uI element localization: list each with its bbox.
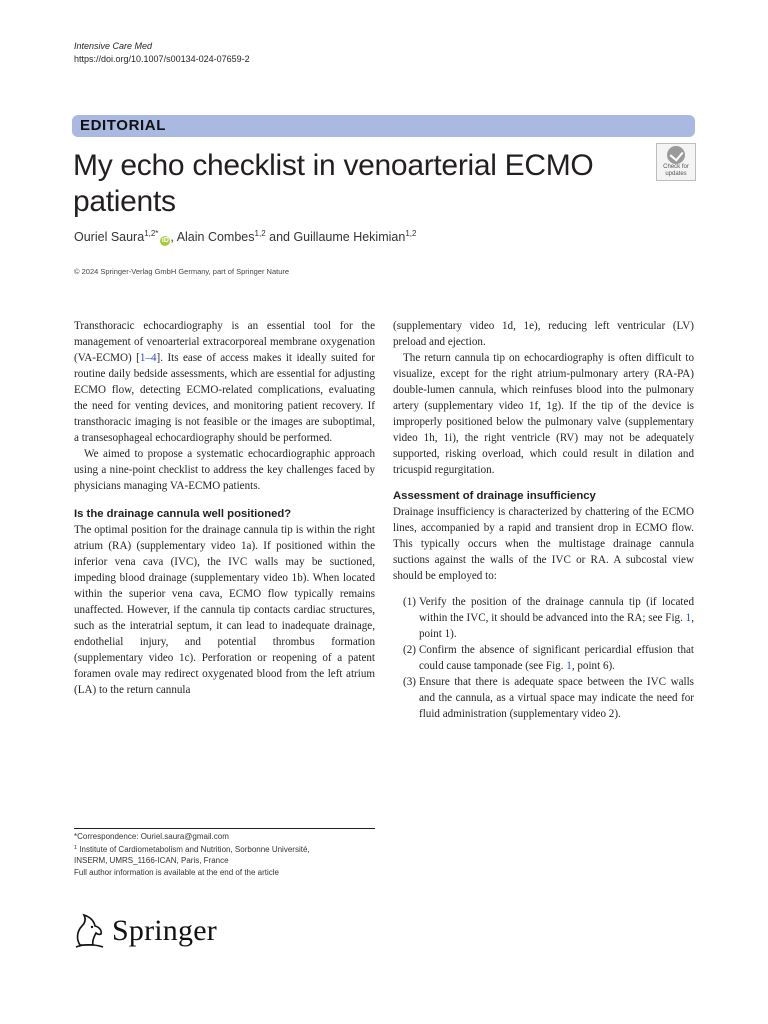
list-number: (1) — [403, 596, 416, 608]
left-column — [74, 318, 375, 698]
affiliation-text: Institute of Cardiometabolism and Nutrition, Sorbonne Université, — [77, 844, 310, 854]
journal-header — [74, 40, 250, 66]
author-name[interactable]: Guillaume Hekimian — [293, 230, 406, 244]
list-text: Ensure that there is adequate space between the IVC walls and the cannula, as a virtual space may indicate the need for fluid administration (supplementary video 2). — [419, 676, 694, 720]
journal-name: Intensive Care Med — [74, 41, 153, 51]
doi-link[interactable]: https://doi.org/10.1007/s00134-024-07659-2 — [74, 54, 250, 64]
list-text: , point 6). — [571, 660, 615, 672]
check-icon — [667, 146, 685, 164]
copyright-notice: © 2024 Springer-Verlag GmbH Germany, part of Springer Nature — [74, 267, 290, 276]
list-number: (3) — [403, 676, 416, 688]
section-banner — [72, 115, 695, 137]
right-column — [393, 318, 694, 722]
author-affiliation: 1,2 — [254, 229, 266, 238]
affiliation-line: INSERM, UMRS_1166-ICAN, Paris, France — [74, 856, 229, 865]
paragraph: (supplementary video 1d, 1e), reducing left ventricular (LV) preload and ejection. — [393, 320, 694, 348]
list-text: Confirm the absence of significant pericardial effusion that could cause tamponade (see Fig. — [419, 644, 694, 672]
check-for-updates-badge[interactable] — [656, 143, 696, 181]
paragraph: The optimal position for the drainage cannula tip is within the right atrium (RA) (supplementary video 1a). If positioned within the inferior vena cava (IVC), the IVC walls may be suctioned, impeding blood drainage (supplementary video 1b). When located within the superior vena cava, ECMO flow typically remains unaffected. However, if the cannula tip contacts cardiac structures, such as the interatrial septum, it can lead to inadequate drainage, endothelial injury, and potential thrombus formation (supplementary video 1c). Perforation or reopening of a patent foramen ovale may redirect oxygenated blood from the left atrium (LA) to the return cannula — [74, 524, 375, 696]
paragraph: The return cannula tip on echocardiography is often difficult to visualize, except for the right atrium-pulmonary artery (RA-PA) double-lumen cannula, which reinfuses blood into the pulmonary artery (supplementary video 1f, 1g). If the tip of the device is improperly positioned below the pulmonary valve (supplementary video 1h, 1i), the right ventricle (RV) may not be adequately supported, risking overload, which could result in dilation and tricuspid regurgitation. — [393, 352, 694, 476]
author-affiliation: 1,2 — [405, 229, 417, 238]
author-info-note: Full author information is available at the end of the article — [74, 867, 280, 877]
article-title: My echo checklist in venoarterial ECMO patients — [73, 149, 594, 218]
list-item — [393, 594, 694, 642]
badge-line-1: Check for — [663, 164, 689, 170]
author-name[interactable]: Ouriel Saura — [74, 230, 145, 244]
section-heading: Is the drainage cannula well positioned? — [74, 508, 292, 520]
affiliation-number: 1 — [74, 844, 78, 851]
section-heading: Assessment of drainage insufficiency — [393, 490, 596, 502]
paragraph-text: ]. Its ease of access makes it ideally suited for routine daily bedside assessments, which are essential for adjusting ECMO flow, detecting ECMO-related complications, evaluating the need for venting devices, and monitoring patient recovery. If transthoracic imaging is not feasible or the images are suboptimal, a transesophageal echocardiography should be performed. — [74, 352, 376, 444]
list-item — [393, 642, 694, 674]
footnote-divider — [74, 828, 375, 829]
orcid-icon[interactable]: iD — [161, 237, 169, 244]
footnotes — [74, 831, 310, 878]
paragraph-text: Transthoracic echocardiography is an essential tool for the management of venoarterial extracorporeal membrane oxygenation (VA-ECMO) [ — [74, 320, 375, 364]
list-text: Verify the position of the drainage cannula tip (if located within the IVC, it should be advanced into the RA; see Fig. — [419, 596, 694, 624]
paragraph — [74, 318, 375, 446]
author-name[interactable]: Alain Combes — [176, 230, 255, 244]
paragraph: We aimed to propose a systematic echocardiographic approach using a nine-point checklist to address the key challenges faced by physicians managing VA-ECMO patients. — [74, 448, 375, 492]
correspondence-line[interactable]: *Correspondence: Ouriel.saura@gmail.com — [74, 832, 229, 841]
author-separator: , — [170, 230, 177, 244]
list-number: (2) — [403, 644, 416, 656]
numbered-list — [393, 594, 694, 722]
author-affiliation: 1,2* — [144, 229, 159, 238]
badge-line-2: updates — [665, 170, 687, 177]
section-label: EDITORIAL — [80, 117, 166, 134]
author-list — [74, 229, 416, 246]
citation-link[interactable]: 1–4 — [139, 352, 157, 364]
figure-link[interactable]: 1 — [685, 612, 692, 624]
list-item — [393, 674, 694, 722]
figure-link[interactable]: 1 — [566, 660, 572, 672]
list-text: , point 1). — [419, 612, 694, 640]
paragraph: Drainage insufficiency is characterized by chattering of the ECMO lines, accompanied by a rapid and transient drop in ECMO flow. This typically occurs when the multistage drainage cannula suctions against the walls of the IVC or RA. A subcostal view should be employed to: — [393, 506, 694, 582]
springer-horse-icon — [72, 911, 106, 951]
publisher-name: Springer — [112, 914, 217, 947]
affiliation-line — [74, 843, 310, 856]
author-separator: and — [265, 230, 294, 244]
